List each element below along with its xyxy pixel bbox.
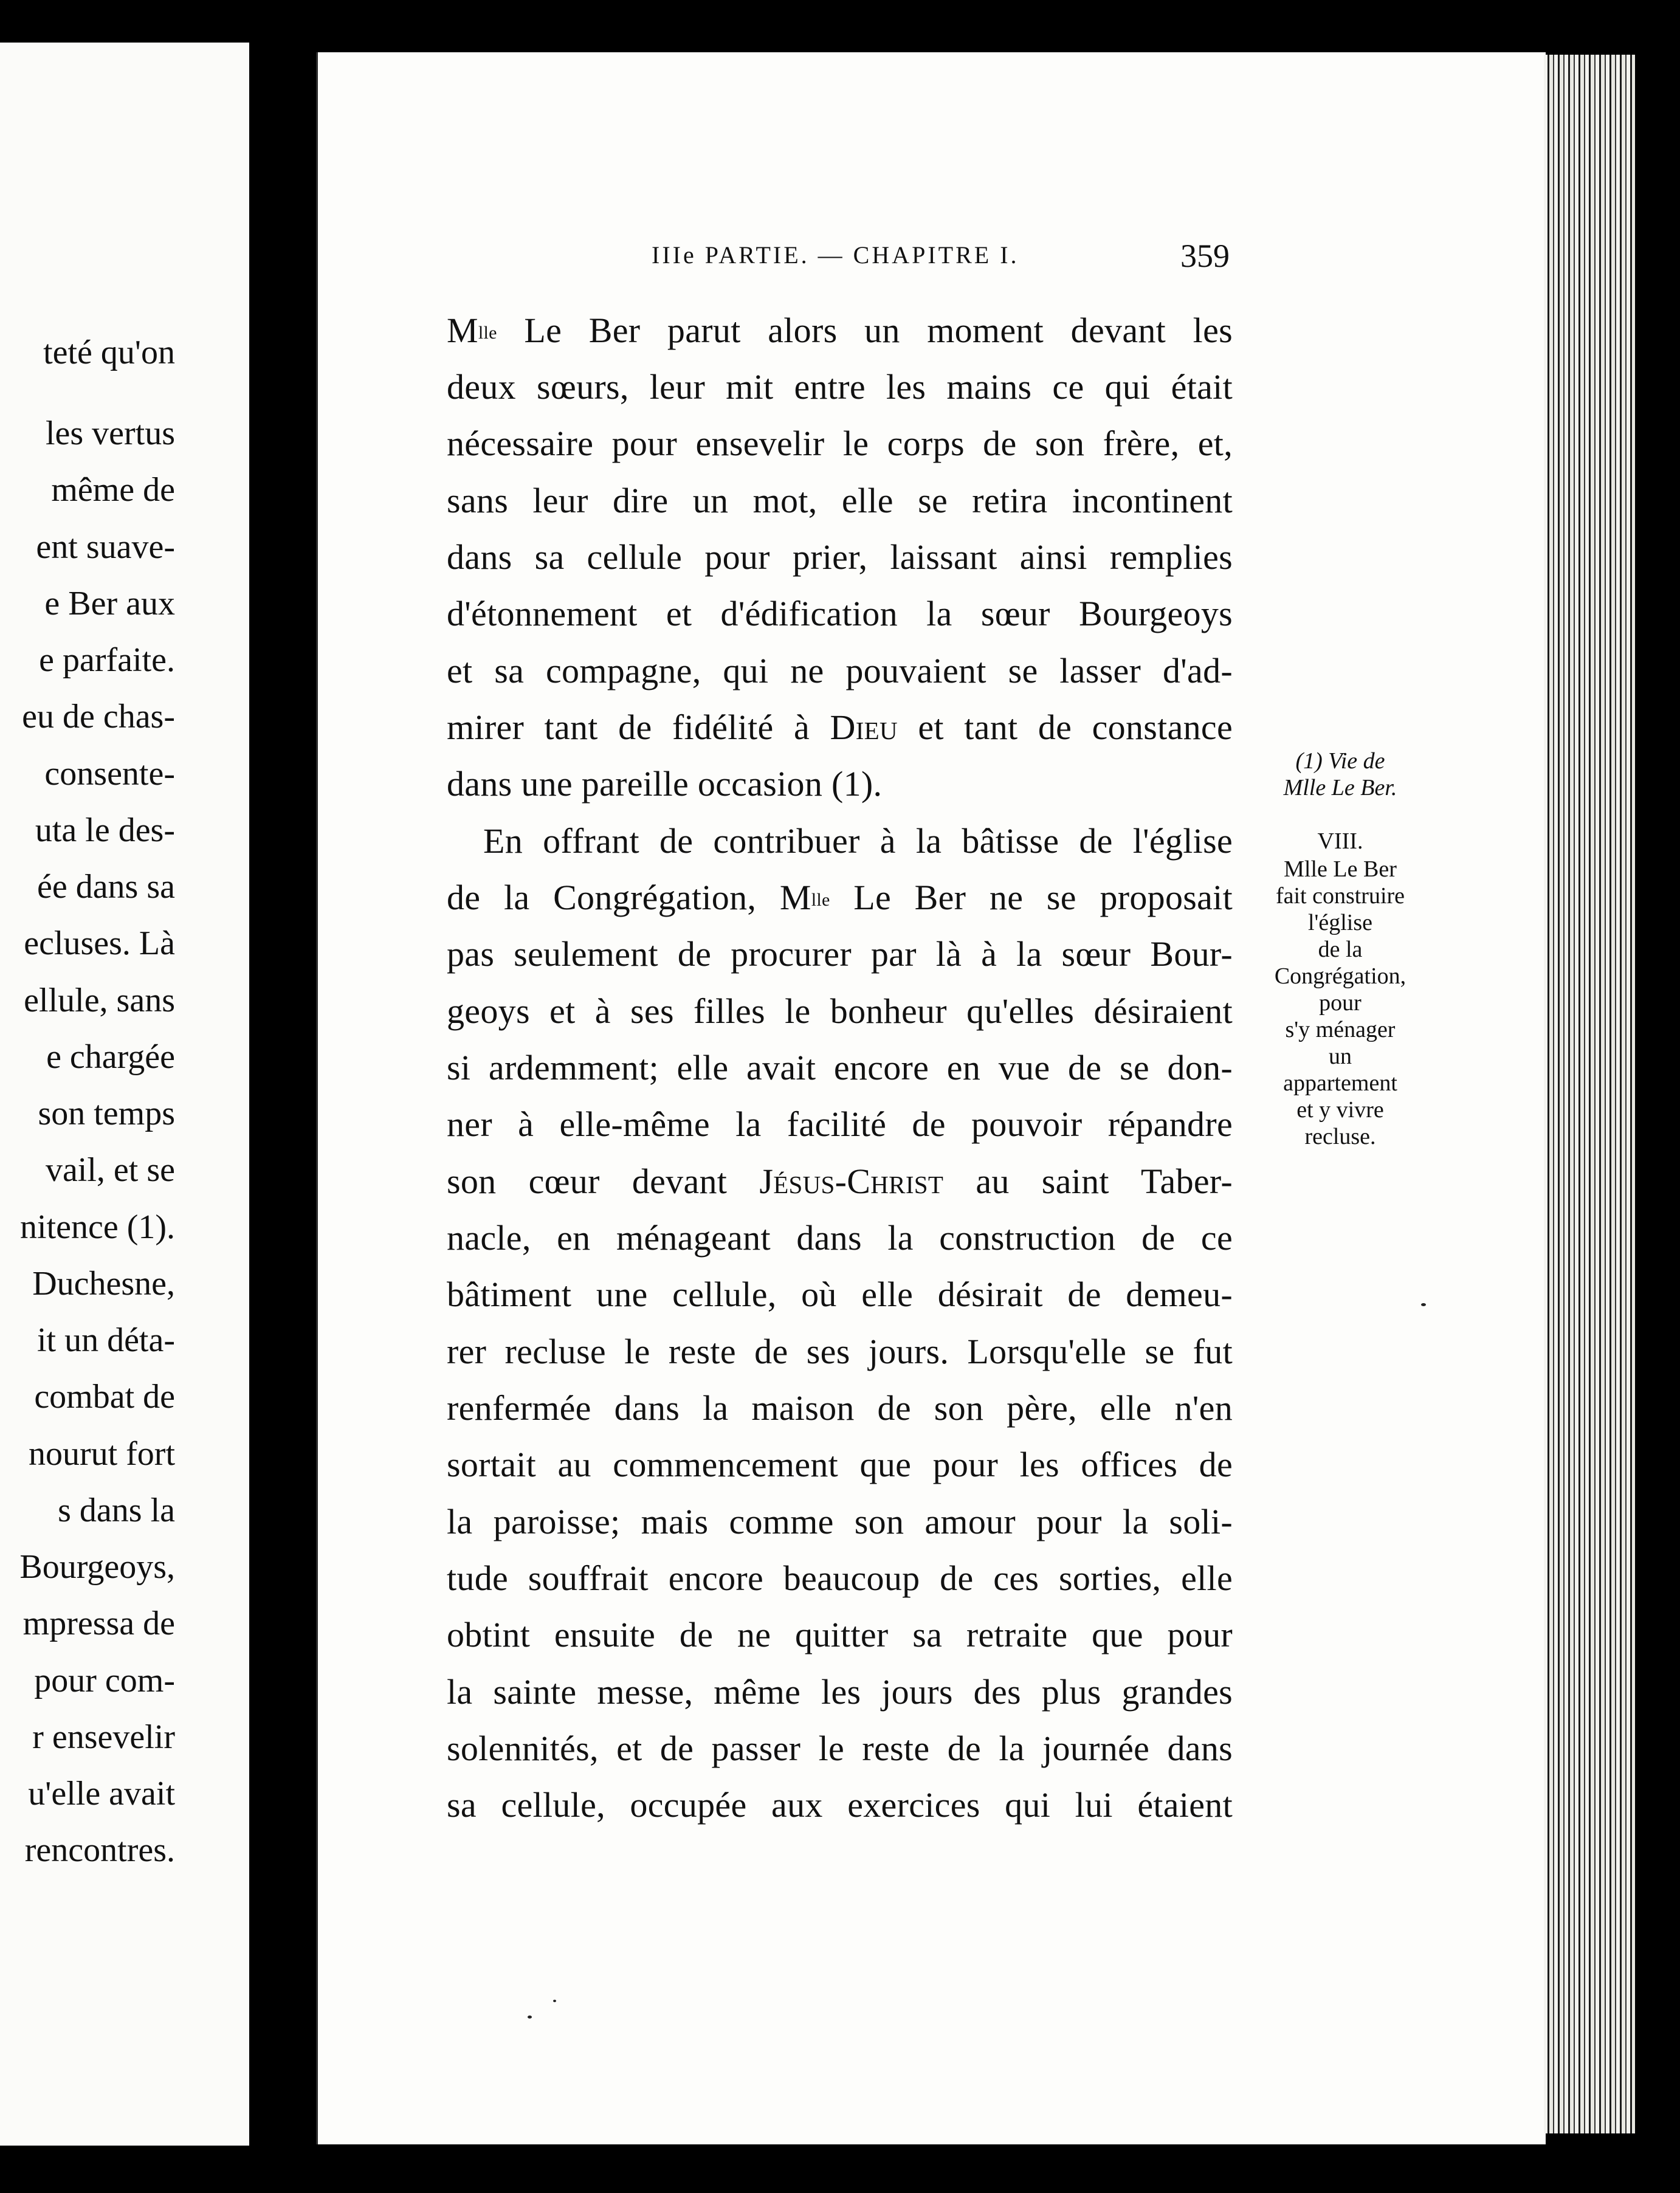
left-page-line: s dans la bbox=[58, 1492, 175, 1529]
body-line: pas seulement de procurer par là à la sœur Bour- bbox=[447, 934, 1233, 974]
ink-speck bbox=[528, 2016, 532, 2019]
summary-line: appartement bbox=[1283, 1070, 1397, 1096]
left-page-line: Duchesne, bbox=[32, 1265, 175, 1303]
left-page-line: les vertus bbox=[45, 415, 175, 452]
body-line: son cœur devant Jésus-Christ au saint Taber- bbox=[447, 1162, 1233, 1201]
left-page-line: ée dans sa bbox=[36, 868, 175, 906]
left-page-line: it un déta- bbox=[36, 1321, 175, 1359]
body-line: dans une pareille occasion (1). bbox=[447, 764, 883, 804]
left-page-line: Bourgeoys, bbox=[19, 1548, 175, 1586]
summary-line: s'y ménager bbox=[1285, 1017, 1396, 1042]
running-header bbox=[0, 238, 1680, 289]
body-line: solennités, et de passer le reste de la journée dans bbox=[447, 1729, 1233, 1768]
left-page-line: combat de bbox=[34, 1378, 175, 1416]
left-page-line: mpressa de bbox=[22, 1605, 175, 1642]
left-page-line: r ensevelir bbox=[32, 1718, 175, 1756]
left-facing-page bbox=[0, 43, 249, 2146]
summary-line: recluse. bbox=[1304, 1124, 1376, 1149]
body-line: tude souffrait encore beaucoup de ces sorties, elle bbox=[447, 1558, 1233, 1598]
body-line: renfermée dans la maison de son père, elle n'en bbox=[447, 1388, 1233, 1428]
body-line: de la Congrégation, $M^{lle}$ Le Ber ne se proposait bbox=[447, 878, 1233, 917]
summary-line: un bbox=[1329, 1044, 1352, 1069]
body-line: $M^{lle}$ Le Ber parut alors un moment devant les bbox=[447, 311, 1233, 350]
footnote-line: (1) Vie de bbox=[1295, 748, 1385, 774]
left-page-line: e chargée bbox=[46, 1038, 175, 1076]
ink-speck bbox=[553, 2000, 556, 2002]
body-line: d'étonnement et d'édification la sœur Bourgeoys bbox=[447, 594, 1233, 633]
left-page-line: ent suave- bbox=[36, 528, 175, 566]
summary-line: fait construire bbox=[1275, 883, 1405, 909]
left-page-line: consente- bbox=[44, 755, 175, 793]
left-page-line: nourut fort bbox=[28, 1435, 175, 1473]
body-line: En offrant de contribuer à la bâtisse de l'église bbox=[483, 821, 1233, 861]
body-line: la sainte messe, même les jours des plus grandes bbox=[447, 1672, 1233, 1712]
body-line: ner à elle-même la facilité de pouvoir répandre bbox=[447, 1104, 1233, 1144]
body-line: geoys et à ses filles le bonheur qu'elles désiraient bbox=[447, 991, 1233, 1031]
body-line: rer recluse le reste de ses jours. Lorsqu'elle se fut bbox=[447, 1332, 1233, 1371]
body-line: sans leur dire un mot, elle se retira incontinent bbox=[447, 481, 1233, 520]
left-page-line: e Ber aux bbox=[44, 585, 175, 622]
left-page-line: vail, et se bbox=[45, 1151, 175, 1189]
left-page-line: ecluses. Là bbox=[24, 924, 175, 962]
body-line: et sa compagne, qui ne pouvaient se lasser d'ad- bbox=[447, 651, 1233, 690]
section-number: VIII. bbox=[1317, 828, 1363, 854]
body-line: la paroisse; mais comme son amour pour la soli- bbox=[447, 1502, 1233, 1541]
left-page-line: même de bbox=[51, 471, 175, 509]
summary-line: l'église bbox=[1307, 910, 1373, 935]
body-line: bâtiment une cellule, où elle désirait de demeu- bbox=[447, 1275, 1233, 1314]
left-page-line: teté qu'on bbox=[43, 334, 175, 371]
body-line: mirer tant de fidélité à Dieu et tant de constance bbox=[447, 707, 1233, 747]
footnote-line: Mlle Le Ber. bbox=[1283, 775, 1397, 800]
left-page-line: eu de chas- bbox=[22, 698, 175, 735]
body-line: obtint ensuite de ne quitter sa retraite que pour bbox=[447, 1615, 1233, 1654]
left-page-line: u'elle avait bbox=[28, 1775, 175, 1813]
body-line: dans sa cellule pour prier, laissant ainsi remplies bbox=[447, 537, 1233, 577]
page-edges bbox=[1544, 55, 1635, 2133]
left-page-line: pour com- bbox=[34, 1662, 175, 1699]
body-line: sortait au commencement que pour les offices de bbox=[447, 1445, 1233, 1484]
running-title: IIIe PARTIE. — CHAPITRE I. bbox=[652, 241, 1019, 269]
left-page-line: son temps bbox=[38, 1095, 175, 1132]
body-line: si ardemment; elle avait encore en vue de se don- bbox=[447, 1048, 1233, 1087]
body-line: deux sœurs, leur mit entre les mains ce qui était bbox=[447, 367, 1233, 407]
page-number: 359 bbox=[1180, 238, 1230, 274]
left-page-line: ellule, sans bbox=[24, 982, 175, 1019]
summary-line: et y vivre bbox=[1296, 1097, 1384, 1123]
summary-line: Mlle Le Ber bbox=[1284, 856, 1397, 882]
summary-line: pour bbox=[1319, 990, 1362, 1016]
left-page-line: e parfaite. bbox=[39, 641, 175, 679]
summary-line: de la bbox=[1318, 937, 1363, 962]
left-page-line: nitence (1). bbox=[20, 1208, 175, 1246]
ink-speck bbox=[1421, 1303, 1426, 1306]
left-page-line: rencontres. bbox=[24, 1831, 175, 1869]
summary-line: Congrégation, bbox=[1274, 963, 1406, 989]
body-line: nécessaire pour ensevelir le corps de son frère, et, bbox=[447, 424, 1233, 463]
body-line: nacle, en ménageant dans la construction de ce bbox=[447, 1218, 1233, 1258]
body-line: sa cellule, occupée aux exercices qui lui étaient bbox=[447, 1785, 1233, 1825]
left-page-line: uta le des- bbox=[35, 811, 175, 849]
